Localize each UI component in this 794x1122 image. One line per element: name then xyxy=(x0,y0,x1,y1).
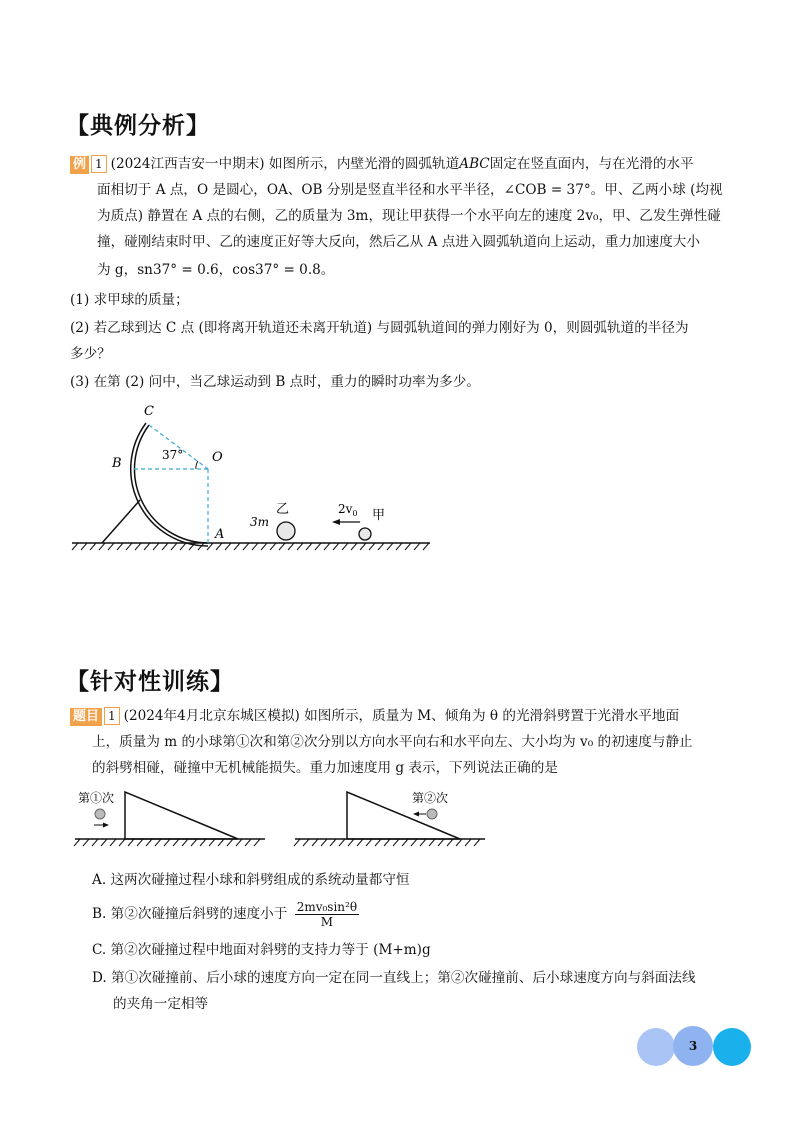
problem-badge: 题目 xyxy=(70,708,102,726)
angle-label: 37° xyxy=(162,448,184,462)
example-line-5: 为 g，sn37° = 0.6，cos37° = 0.8。 xyxy=(97,262,335,278)
problem-line-3: 的斜劈相碰，碰撞中无机械能损失。重力加速度用 g 表示，下列说法正确的是 xyxy=(92,760,558,776)
problem-number: 1 xyxy=(104,707,120,725)
question-2: (2) 若乙球到达 C 点 (即将离开轨道还未离开轨道) 与圆弧轨道间的弹力刚好为 0，则圆弧轨道的半径为 xyxy=(70,320,689,336)
mass-label: 3m xyxy=(250,515,270,529)
label-C: C xyxy=(144,404,154,419)
section-title-example: 【典例分析】 xyxy=(66,113,210,139)
option-B-fraction: $\frac{\text{2mv₀sin²θ}}{M}$ xyxy=(296,900,358,929)
ball-yi-label: 乙 xyxy=(276,502,290,517)
dashed-radii xyxy=(134,425,208,543)
option-A: A. 这两次碰撞过程小球和斜劈组成的系统动量都守恒 xyxy=(92,872,410,888)
page-number: 3 xyxy=(673,1026,713,1066)
example-line-3: 为质点) 静置在 A 点的右侧，乙的质量为 3m，现让甲获得一个水平向左的速度 2v₀，甲、乙发生弹性碰 xyxy=(97,208,721,224)
ball-jia-label: 甲 xyxy=(372,508,386,523)
wedge-label-1: 第①次 xyxy=(78,791,115,805)
option-C: C. 第②次碰撞过程中地面对斜劈的支持力等于 (M+m)g xyxy=(92,942,431,958)
question-1: (1) 求甲球的质量； xyxy=(70,292,189,308)
option-D-cont: 的夹角一定相等 xyxy=(113,996,209,1012)
track-figure xyxy=(60,395,440,560)
example-line-2: 面相切于 A 点，O 是圆心，OA、OB 分别是竖直半径和水平半径，∠COB = 37°。甲、乙两小球 (均视 xyxy=(97,182,723,198)
velocity-arrowhead xyxy=(332,519,340,525)
section-title-training: 【针对性训练】 xyxy=(66,669,234,695)
label-B: B xyxy=(112,456,122,471)
ground-hatching xyxy=(72,543,429,550)
support-strut xyxy=(102,500,140,543)
example-line-4: 撞，碰刚结束时甲、乙的速度正好等大反向，然后乙从 A 点进入圆弧轨道向上运动，重力加速度大小 xyxy=(97,234,700,250)
question-3: (3) 在第 (2) 问中，当乙球运动到 B 点时，重力的瞬时功率为多少。 xyxy=(70,374,480,390)
arc-outer xyxy=(131,423,208,546)
option-B: B. 第②次碰撞后斜劈的速度小于 $\frac{\text{2mv₀sin²θ}}{M}$ xyxy=(92,900,358,929)
option-D: D. 第①次碰撞前、后小球的速度方向一定在同一直线上；第②次碰撞前、后小球速度方向与斜面法线 xyxy=(92,970,696,986)
problem-line-2: 上，质量为 m 的小球第①次和第②次分别以方向水平向右和水平向左、大小均为 v₀ 的初速度与静止 xyxy=(92,734,693,750)
wedge-figure xyxy=(70,785,490,850)
ball-yi xyxy=(277,522,295,540)
ball-1 xyxy=(95,809,105,819)
ball-2 xyxy=(427,809,437,819)
page-circle-right xyxy=(713,1028,751,1066)
question-2-cont: 多少？ xyxy=(70,346,111,362)
example-badge: 例 xyxy=(70,156,89,174)
label-A: A xyxy=(215,527,225,542)
example-line-1: 例 1 (2024江西吉安一中期末) 如图所示，内壁光滑的圆弧轨道ABC固定在竖直面内，与在光滑的水平 xyxy=(70,154,694,174)
problem-line-1: 题目 1 (2024年4月北京东城区模拟) 如图所示，质量为 M、倾角为 θ 的光滑斜劈置于光滑水平地面 xyxy=(70,706,679,726)
page-circle-left xyxy=(637,1028,675,1066)
ball-jia xyxy=(359,528,371,540)
arc-inner xyxy=(134,425,208,543)
angle-arc xyxy=(196,461,198,469)
velocity-label: $2v_0$ xyxy=(338,502,358,518)
label-O: O xyxy=(212,450,223,465)
wedge-label-2: 第②次 xyxy=(412,791,449,805)
example-number: 1 xyxy=(91,155,107,173)
wedge-1 xyxy=(125,792,238,839)
